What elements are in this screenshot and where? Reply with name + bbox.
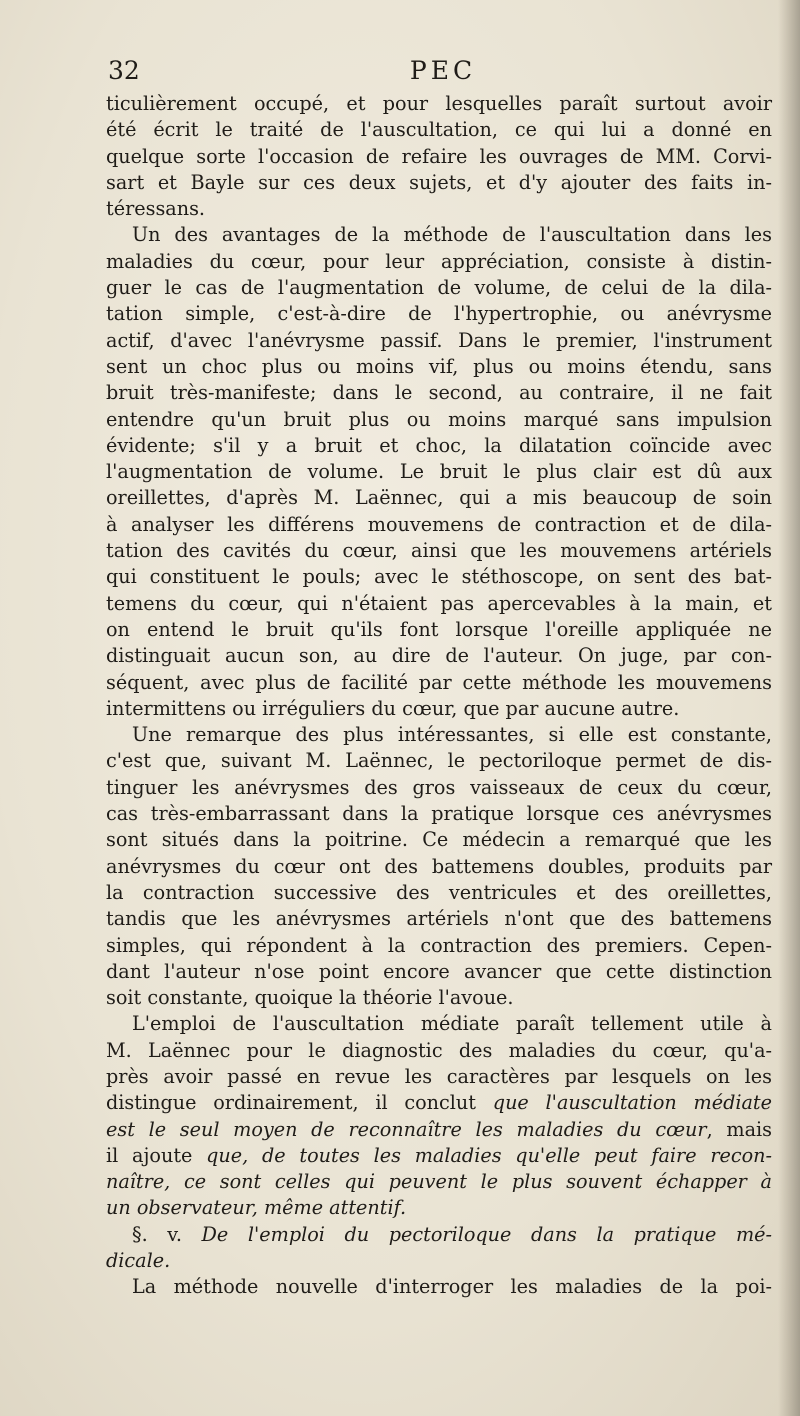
- text-line: sent un choc plus ou moins vif, plus ou moins étendu, sans: [106, 354, 772, 378]
- text-line: à analyser les différens mouvemens de contraction et de dila-: [106, 512, 772, 536]
- paragraph-mediate-auscultation: [106, 1011, 772, 1221]
- italic-quote: que, de toutes les maladies qu'elle peut faire recon-: [206, 1143, 772, 1167]
- text-line: [106, 1195, 772, 1221]
- text-line: qui constituent le pouls; avec le stéthoscope, on sent des bat-: [106, 565, 772, 589]
- section-title: De l'emploi du pectoriloque dans la pratique mé-: [201, 1222, 773, 1246]
- text-line: [106, 1090, 772, 1116]
- paragraph-aneurysm-remark: [106, 722, 772, 1011]
- text-line: quelque sorte l'occasion de refaire les ouvrages de MM. Corvi-: [106, 144, 772, 168]
- running-head: PEC: [409, 56, 477, 85]
- text-line: cas très-embarrassant dans la pratique lorsque ces anévrysmes: [106, 802, 772, 826]
- text-line: dant l'auteur n'ose point encore avancer que cette distinction: [106, 959, 772, 983]
- section-title: dicale.: [106, 1249, 171, 1273]
- text-line: téressans.: [106, 197, 206, 221]
- text-run: , mais: [706, 1117, 772, 1141]
- paragraph-auscultation-advantages: [106, 222, 772, 722]
- page-gutter-shadow: [778, 0, 800, 1416]
- text-line: été écrit le traité de l'auscultation, ce qui lui a donné en: [106, 118, 772, 142]
- text-line: tation simple, c'est-à-dire de l'hypertrophie, ou anévrysme: [106, 302, 772, 326]
- section-number: §. v.: [132, 1222, 182, 1246]
- text-line: [106, 1222, 772, 1248]
- italic-quote: un observateur, même attentif.: [106, 1196, 407, 1220]
- text-line: distinguait aucun son, au dire de l'auteur. On juge, par con-: [106, 644, 772, 668]
- text-line: Une remarque des plus intéressantes, si elle est constante,: [132, 723, 772, 747]
- text-line: tandis que les anévrysmes artériels n'ont que des battemens: [106, 907, 772, 931]
- text-line: c'est que, suivant M. Laënnec, le pectoriloque permet de dis-: [106, 749, 772, 773]
- text-line: [106, 1143, 772, 1169]
- paragraph-new-method: [106, 1274, 772, 1300]
- text-line: actif, d'avec l'anévrysme passif. Dans le premier, l'instrument: [106, 328, 772, 352]
- text-line: La méthode nouvelle d'interroger les maladies de la poi-: [132, 1275, 772, 1299]
- text-line: on entend le bruit qu'ils font lorsque l'oreille appliquée ne: [106, 617, 772, 641]
- italic-quote: est le seul moyen de reconnaître les maladies du cœur: [106, 1117, 707, 1141]
- text-line: séquent, avec plus de facilité par cette méthode les mouvemens: [106, 670, 772, 694]
- text-line: guer le cas de l'augmentation de volume, de celui de la dila-: [106, 276, 772, 300]
- page-number: 32: [108, 56, 140, 85]
- section-heading-v: [106, 1222, 772, 1275]
- text-line: tation des cavités du cœur, ainsi que les mouvemens artériels: [106, 539, 772, 563]
- text-line: maladies du cœur, pour leur appréciation, consiste à distin-: [106, 249, 772, 273]
- text-line: [106, 1169, 772, 1195]
- text-line: oreillettes, d'après M. Laënnec, qui a mis beaucoup de soin: [106, 486, 772, 510]
- italic-quote: que l'auscultation médiate: [492, 1091, 772, 1115]
- text-run: il ajoute: [106, 1143, 193, 1167]
- text-line: Un des avantages de la méthode de l'auscultation dans les: [132, 223, 772, 247]
- text-line: sart et Bayle sur ces deux sujets, et d'y ajouter des faits in-: [106, 170, 772, 194]
- text-line: M. Laënnec pour le diagnostic des maladies du cœur, qu'a-: [106, 1038, 772, 1062]
- text-line: temens du cœur, qui n'étaient pas apercevables à la main, et: [106, 591, 772, 615]
- text-run: distingue ordinairement, il conclut: [106, 1091, 476, 1115]
- page-header: [108, 56, 772, 90]
- text-line: tinguer les anévrysmes des gros vaisseaux de ceux du cœur,: [106, 775, 772, 799]
- text-line: sont situés dans la poitrine. Ce médecin a remarqué que les: [106, 828, 772, 852]
- text-line: bruit très-manifeste; dans le second, au contraire, il ne fait: [106, 381, 772, 405]
- paragraph-continuation: [106, 91, 772, 222]
- text-line: [106, 1117, 772, 1143]
- text-line: près avoir passé en revue les caractères par lesquels on les: [106, 1064, 772, 1088]
- text-line: simples, qui répondent à la contraction des premiers. Cepen-: [106, 933, 772, 957]
- text-line: évidente; s'il y a bruit et choc, la dilatation coïncide avec: [106, 433, 772, 457]
- text-line: L'emploi de l'auscultation médiate paraît tellement utile à: [132, 1012, 772, 1036]
- text-line: anévrysmes du cœur ont des battemens doubles, produits par: [106, 854, 772, 878]
- italic-quote: naître, ce sont celles qui peuvent le plus souvent échapper à: [106, 1170, 772, 1194]
- text-line: l'augmentation de volume. Le bruit le plus clair est dû aux: [106, 460, 772, 484]
- text-line: entendre qu'un bruit plus ou moins marqué sans impulsion: [106, 407, 772, 431]
- text-line: intermittens ou irréguliers du cœur, que par aucune autre.: [106, 696, 680, 720]
- text-line: soit constante, quoique la théorie l'avoue.: [106, 986, 514, 1010]
- text-line: ticulièrement occupé, et pour lesquelles paraît surtout avoir: [106, 92, 772, 115]
- body-text: [106, 91, 772, 1301]
- text-line: [106, 1248, 772, 1274]
- text-line: la contraction successive des ventricules et des oreillettes,: [106, 880, 772, 904]
